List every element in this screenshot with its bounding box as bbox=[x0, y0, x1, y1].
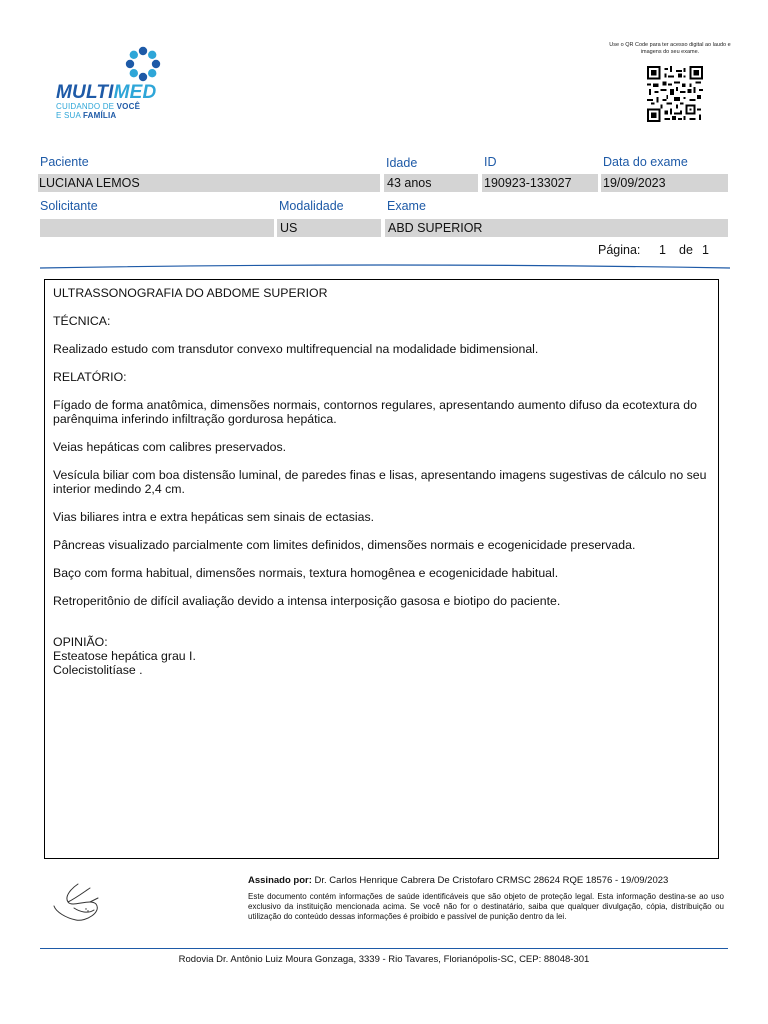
vesicula-paragraph: Vesícula biliar com boa distensão luminal, de paredes finas e lisas, apresentando imagens sugestivas de cálculo no seu interior medindo 2,4 cm. bbox=[53, 468, 707, 496]
signature-icon bbox=[50, 878, 112, 928]
solicitante-field bbox=[40, 219, 274, 237]
footer-divider bbox=[40, 948, 728, 949]
idade-value: 43 anos bbox=[387, 176, 432, 190]
veias-paragraph: Veias hepáticas com calibres preservados. bbox=[53, 440, 287, 454]
exame-value: ABD SUPERIOR bbox=[388, 221, 483, 235]
tecnica-text: Realizado estudo com transdutor convexo multifrequencial na modalidade bidimensional. bbox=[53, 342, 539, 356]
relatorio-heading: RELATÓRIO: bbox=[53, 370, 127, 384]
brand-tagline: CUIDANDO DE VOCÊ E SUA FAMÍLIA bbox=[56, 102, 141, 120]
vias-biliares-paragraph: Vias biliares intra e extra hepáticas sem sinais de ectasias. bbox=[53, 510, 375, 524]
brand-name: MULTIMED bbox=[56, 82, 157, 103]
pancreas-paragraph: Pâncreas visualizado parcialmente com limites definidos, dimensões normais e ecogenicidade preservada. bbox=[53, 538, 636, 552]
qr-note: Use o QR Code para ter acesso digital ao laudo e imagens do seu exame. bbox=[609, 42, 731, 55]
figado-paragraph: Fígado de forma anatômica, dimensões normais, contornos regulares, apresentando aumento difuso da ecotextura do parênquima inferindo infiltração gordurosa hepática. bbox=[53, 398, 697, 426]
pagina-total: 1 bbox=[702, 243, 709, 257]
modalidade-label: Modalidade bbox=[279, 199, 344, 213]
paciente-value: LUCIANA LEMOS bbox=[39, 176, 140, 190]
baco-paragraph: Baço com forma habitual, dimensões normais, textura homogênea e ecogenicidade habitual. bbox=[53, 566, 559, 580]
retroperitonio-paragraph: Retroperitônio de difícil avaliação devido a intensa interposição gasosa e biotipo do paciente. bbox=[53, 594, 561, 608]
pagina-label: Página: bbox=[598, 243, 641, 257]
solicitante-label: Solicitante bbox=[40, 199, 98, 213]
qr-code-icon[interactable] bbox=[646, 66, 704, 122]
paciente-label: Paciente bbox=[40, 155, 89, 169]
id-label: ID bbox=[484, 155, 497, 169]
modalidade-value: US bbox=[280, 221, 298, 235]
report-title: ULTRASSONOGRAFIA DO ABDOME SUPERIOR bbox=[53, 286, 328, 300]
header-divider bbox=[40, 262, 730, 270]
privacy-disclaimer: Este documento contém informações de saúde identificáveis que são objeto de proteção legal. Esta informação destina-se ao uso exclusivo da instituição mencionada acima. Se você não for o destinatário, saiba que qualquer divulgação, cópia, distribuição ou utilização do conteúdo dessas informações é proibido e passível de punição dentro da lei. bbox=[248, 892, 724, 921]
pagina-de: de bbox=[679, 243, 693, 257]
pagina-number: 1 bbox=[659, 243, 666, 257]
opiniao-heading: OPINIÃO: bbox=[53, 635, 108, 649]
tecnica-heading: TÉCNICA: bbox=[53, 314, 111, 328]
signed-by: Assinado por: Dr. Carlos Henrique Cabrera De Cristofaro CRMSC 28624 RQE 18576 - 19/09/2023 bbox=[248, 875, 669, 886]
opiniao-line-2: Colecistolitíase . bbox=[53, 663, 143, 677]
report-box bbox=[44, 279, 719, 859]
exame-label: Exame bbox=[387, 199, 426, 213]
id-value: 190923-133027 bbox=[484, 176, 572, 190]
footer-address: Rodovia Dr. Antônio Luiz Moura Gonzaga, 3339 - Rio Tavares, Florianópolis-SC, CEP: 88048-301 bbox=[178, 954, 590, 965]
idade-label: Idade bbox=[386, 156, 418, 170]
data-exame-label: Data do exame bbox=[603, 155, 688, 169]
data-exame-value: 19/09/2023 bbox=[603, 176, 666, 190]
opiniao-line-1: Esteatose hepática grau I. bbox=[53, 649, 196, 663]
